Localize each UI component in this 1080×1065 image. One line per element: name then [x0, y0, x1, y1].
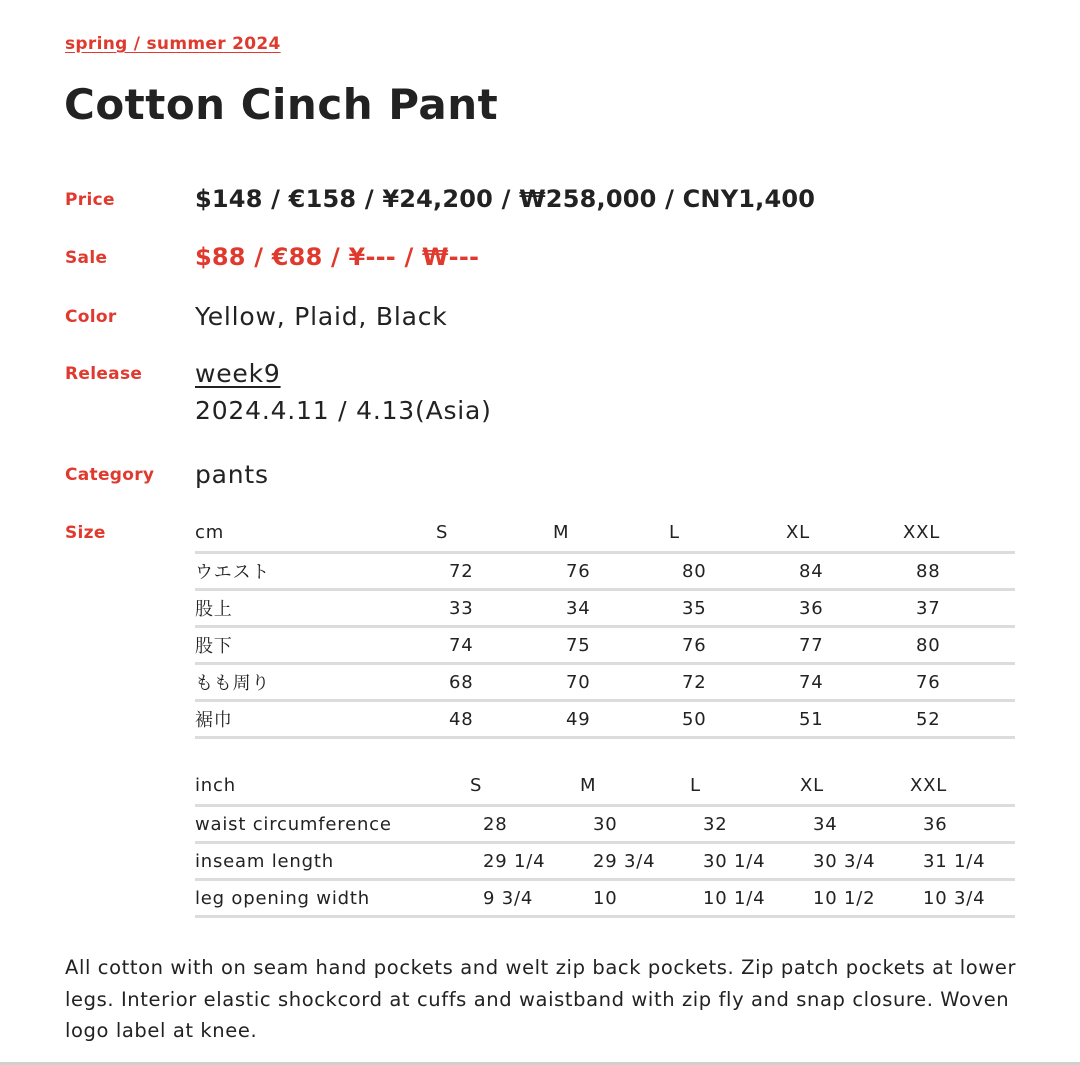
table-cell: 36 [910, 806, 1015, 843]
table-cell: 34 [553, 590, 669, 627]
product-description: All cotton with on seam hand pockets and welt zip back pockets. Zip patch pockets at lower legs. Interior elastic shockcord at cuffs and waistband with zip fly and snap closure. Woven logo label at knee. [65, 956, 1017, 1042]
table-cell: 10 1/2 [800, 880, 910, 917]
table-cell: 30 [580, 806, 690, 843]
table-cell: 32 [690, 806, 800, 843]
table-cell: 33 [436, 590, 553, 627]
table-cell: 28 [470, 806, 580, 843]
table-row [195, 553, 1015, 590]
table-header-cell: S [470, 775, 580, 806]
table-row [195, 590, 1015, 627]
table-cell: 51 [786, 701, 903, 738]
row-label-cell: inseam length [195, 843, 470, 880]
table-row [195, 806, 1015, 843]
table-cell: 49 [553, 701, 669, 738]
category-value: pants [195, 460, 269, 489]
table-header-cell: XL [800, 775, 910, 806]
table-cell: 80 [669, 553, 786, 590]
table-header-cell: inch [195, 775, 470, 806]
row-label-cell: もも周り [195, 664, 436, 701]
table-cell: 30 3/4 [800, 843, 910, 880]
price-label: Price [65, 190, 115, 210]
table-cell: 31 1/4 [910, 843, 1015, 880]
table-cell: 80 [903, 627, 1015, 664]
color-label: Color [65, 307, 117, 327]
row-label-cell: 裾巾 [195, 701, 436, 738]
table-header-cell: XL [786, 522, 903, 553]
size-label: Size [65, 523, 106, 543]
table-header-cell: L [690, 775, 800, 806]
table-row [195, 664, 1015, 701]
table-cell: 76 [669, 627, 786, 664]
table-row [195, 627, 1015, 664]
table-cell: 70 [553, 664, 669, 701]
table-cell: 37 [903, 590, 1015, 627]
table-cell: 52 [903, 701, 1015, 738]
table-cell: 88 [903, 553, 1015, 590]
sale-value: $88 / €88 / ¥--- / ₩--- [195, 243, 480, 271]
table-cell: 68 [436, 664, 553, 701]
release-value [195, 359, 492, 425]
table-cell: 10 [580, 880, 690, 917]
table-header-cell: XXL [910, 775, 1015, 806]
table-cell: 34 [800, 806, 910, 843]
table-header-cell: XXL [903, 522, 1015, 553]
table-header-cell: M [553, 522, 669, 553]
table-cell: 76 [553, 553, 669, 590]
price-value: $148 / €158 / ¥24,200 / ₩258,000 / CNY1,400 [195, 185, 816, 213]
table-header-cell: M [580, 775, 690, 806]
season-link[interactable]: spring / summer 2024 [65, 34, 281, 54]
table-cell: 36 [786, 590, 903, 627]
row-label-cell: ウエスト [195, 553, 436, 590]
table-cell: 72 [436, 553, 553, 590]
table-cell: 10 1/4 [690, 880, 800, 917]
table-cell: 84 [786, 553, 903, 590]
release-label: Release [65, 364, 143, 384]
row-label-cell: 股下 [195, 627, 436, 664]
size-table-cm [195, 522, 1015, 739]
table-row [195, 701, 1015, 738]
table-header-cell: S [436, 522, 553, 553]
table-cell: 76 [903, 664, 1015, 701]
table-cell: 29 3/4 [580, 843, 690, 880]
table-header-cell: L [669, 522, 786, 553]
size-table-inch [195, 775, 1015, 918]
table-cell: 50 [669, 701, 786, 738]
table-cell: 74 [786, 664, 903, 701]
release-date: 2024.4.11 / 4.13(Asia) [195, 396, 492, 425]
row-label-cell: leg opening width [195, 880, 470, 917]
sale-label: Sale [65, 248, 108, 268]
table-cell: 9 3/4 [470, 880, 580, 917]
table-cell: 10 3/4 [910, 880, 1015, 917]
table-row [195, 843, 1015, 880]
table-cell: 77 [786, 627, 903, 664]
table-cell: 75 [553, 627, 669, 664]
color-value: Yellow, Plaid, Black [195, 302, 448, 331]
table-body [195, 553, 1015, 738]
table-cell: 35 [669, 590, 786, 627]
release-week-link[interactable]: week9 [195, 359, 281, 388]
table-header-row [195, 522, 1015, 553]
table-cell: 30 1/4 [690, 843, 800, 880]
page-title: Cotton Cinch Pant [64, 80, 499, 129]
table-cell: 29 1/4 [470, 843, 580, 880]
table-header-row [195, 775, 1015, 806]
table-cell: 74 [436, 627, 553, 664]
row-label-cell: waist circumference [195, 806, 470, 843]
table-cell: 72 [669, 664, 786, 701]
row-label-cell: 股上 [195, 590, 436, 627]
table-cell: 48 [436, 701, 553, 738]
category-label: Category [65, 465, 155, 485]
table-row [195, 880, 1015, 917]
table-header-cell: cm [195, 522, 436, 553]
table-body [195, 806, 1015, 917]
